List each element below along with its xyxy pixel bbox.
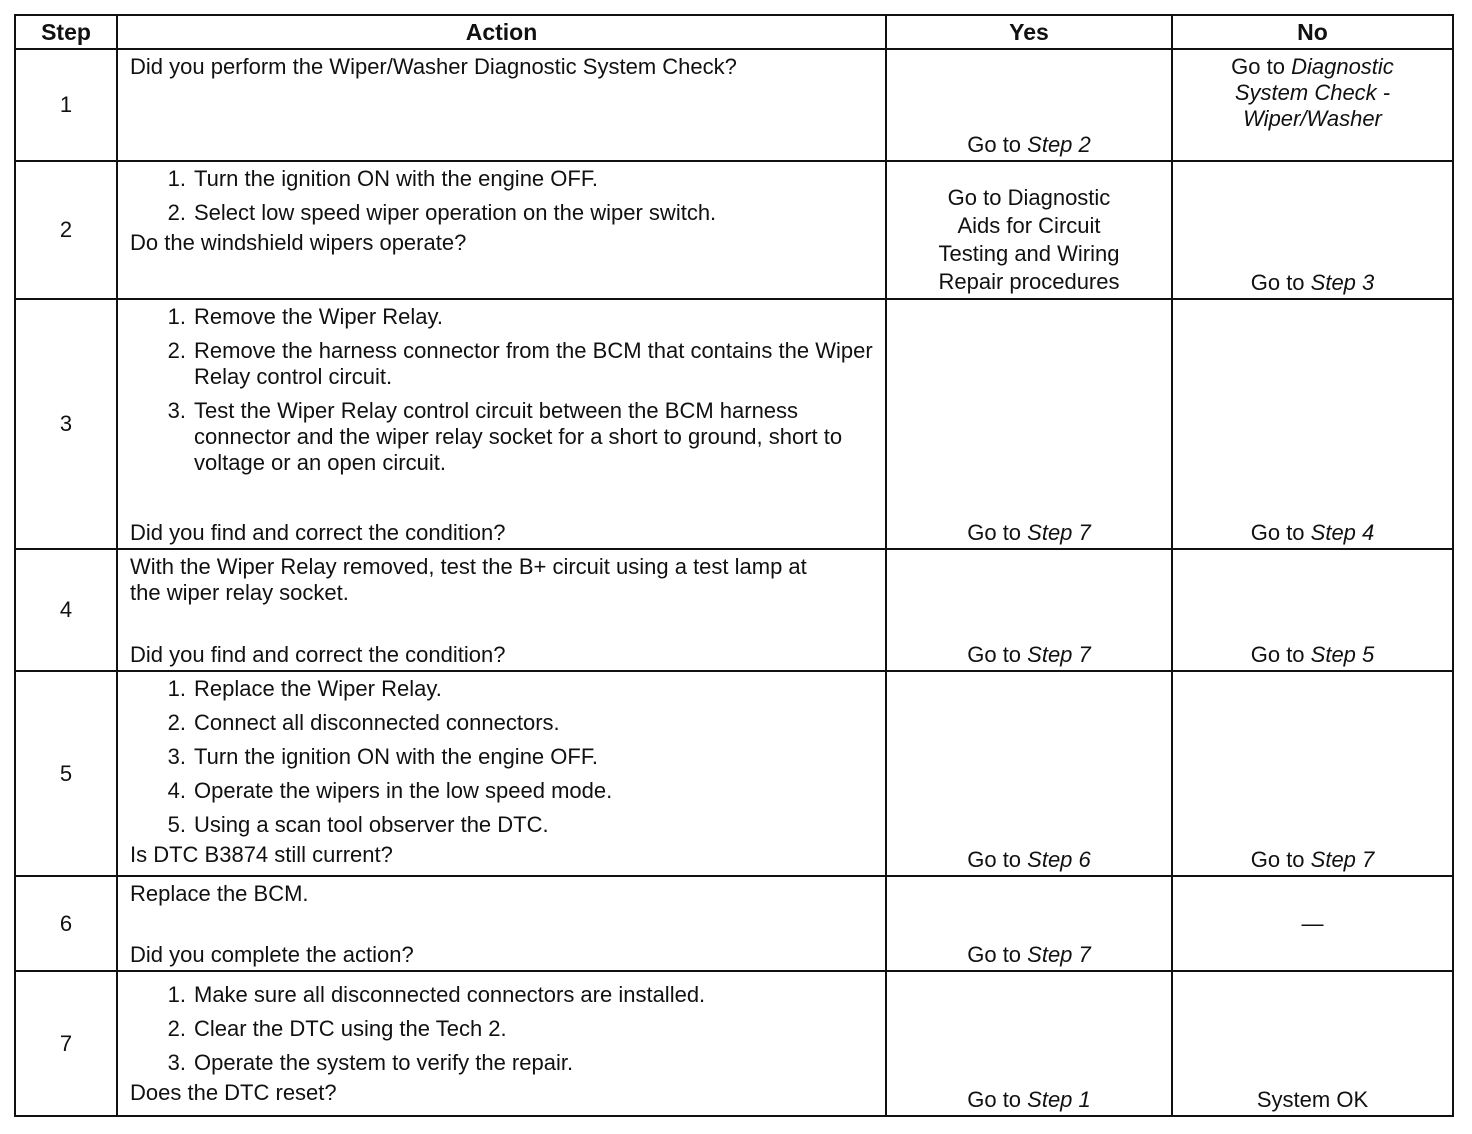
yes-cell (886, 971, 1172, 1116)
table-row (15, 876, 1453, 971)
yes-link[interactable]: Step 2 (1027, 132, 1091, 157)
no-cell (1172, 549, 1453, 671)
action-cell (117, 549, 886, 671)
action-item: 2. Select low speed wiper operation on the wiper switch. (167, 200, 717, 225)
action-cell (117, 671, 886, 876)
action-question: Did you complete the action? (130, 942, 414, 967)
no-link-line-3[interactable]: Wiper/Washer (1243, 106, 1382, 131)
yes-line-3[interactable]: Testing and Wiring (938, 241, 1120, 266)
yes-line-4[interactable]: Repair procedures (938, 269, 1120, 294)
yes-prefix: Go to (967, 1087, 1028, 1112)
table-row (15, 549, 1453, 671)
action-cell (117, 49, 886, 161)
yes-link[interactable]: Step 1 (1027, 1087, 1091, 1112)
action-item: 4. Operate the wipers in the low speed mode. (167, 778, 613, 803)
yes-cell (886, 671, 1172, 876)
no-cell (1172, 971, 1453, 1116)
header-yes: Yes (886, 15, 1172, 49)
yes-line-1[interactable]: Go to Diagnostic (947, 185, 1111, 210)
action-question: Did you find and correct the condition? (130, 520, 506, 545)
table-row (15, 161, 1453, 299)
action-item: 3. Turn the ignition ON with the engine OFF. (167, 744, 598, 769)
yes-prefix: Go to (967, 847, 1028, 872)
header-action: Action (117, 15, 886, 49)
no-text: — (1301, 910, 1324, 936)
action-question: Is DTC B3874 still current? (130, 842, 393, 867)
no-link[interactable]: Step 3 (1310, 270, 1375, 295)
action-item: 2. Clear the DTC using the Tech 2. (167, 1016, 507, 1041)
action-item: 2. Connect all disconnected connectors. (167, 710, 560, 735)
header-row (15, 15, 1453, 49)
step-number: 6 (15, 876, 117, 971)
table-row (15, 971, 1453, 1116)
no-cell (1172, 671, 1453, 876)
action-intro: With the Wiper Relay removed, test the B+ circuit using a test lamp at the wiper relay socket. (130, 554, 807, 605)
yes-cell (886, 161, 1172, 299)
action-intro: Did you perform the Wiper/Washer Diagnostic System Check? (130, 54, 737, 79)
step-number: 3 (15, 299, 117, 549)
yes-link[interactable]: Step 7 (1027, 642, 1091, 667)
action-item: 3. Operate the system to verify the repair. (167, 1050, 574, 1075)
action-item: 1. Make sure all disconnected connectors are installed. (167, 982, 706, 1007)
no-link[interactable]: Step 4 (1310, 520, 1375, 545)
yes-prefix: Go to (967, 520, 1028, 545)
yes-prefix: Go to (967, 642, 1028, 667)
table-row (15, 49, 1453, 161)
yes-prefix: Go to (967, 132, 1028, 157)
table-row (15, 671, 1453, 876)
no-prefix: Go to (1250, 520, 1311, 545)
step-number: 1 (15, 49, 117, 161)
action-item: 1. Replace the Wiper Relay. (167, 676, 442, 701)
no-link-line-2[interactable]: System Check - (1234, 80, 1391, 105)
no-cell (1172, 161, 1453, 299)
header-no: No (1172, 15, 1453, 49)
header-step: Step (15, 15, 117, 49)
action-cell (117, 971, 886, 1116)
no-cell (1172, 299, 1453, 549)
diagnostic-table (14, 14, 1454, 1117)
action-item: 2. Remove the harness connector from the BCM that contains the Wiper Relay control circuit. (167, 338, 873, 389)
yes-link[interactable]: Step 7 (1027, 942, 1091, 967)
yes-prefix: Go to (967, 942, 1028, 967)
no-cell (1172, 49, 1453, 161)
no-link-line-1[interactable]: Diagnostic (1291, 54, 1394, 79)
no-prefix: Go to (1250, 642, 1311, 667)
action-item: 1. Remove the Wiper Relay. (167, 304, 444, 329)
no-text: System OK (1256, 1087, 1369, 1112)
yes-line-2[interactable]: Aids for Circuit (957, 213, 1101, 238)
action-intro: Replace the BCM. (130, 881, 309, 906)
step-number: 5 (15, 671, 117, 876)
action-cell (117, 876, 886, 971)
action-item: 5. Using a scan tool observer the DTC. (167, 812, 549, 837)
action-item: 1. Turn the ignition ON with the engine OFF. (167, 166, 598, 191)
no-prefix: Go to (1250, 270, 1311, 295)
action-cell (117, 299, 886, 549)
table-row (15, 299, 1453, 549)
no-cell (1172, 876, 1453, 971)
action-item: 3. Test the Wiper Relay control circuit between the BCM harness connector and the wiper relay socket for a short to ground, short to voltage or an open circuit. (167, 398, 843, 475)
step-number: 2 (15, 161, 117, 299)
yes-link[interactable]: Step 6 (1027, 847, 1091, 872)
no-link[interactable]: Step 5 (1310, 642, 1375, 667)
yes-cell (886, 876, 1172, 971)
step-number: 4 (15, 549, 117, 671)
step-number: 7 (15, 971, 117, 1116)
yes-cell (886, 49, 1172, 161)
action-question: Do the windshield wipers operate? (130, 230, 467, 255)
action-question: Does the DTC reset? (130, 1080, 337, 1105)
yes-link[interactable]: Step 7 (1027, 520, 1091, 545)
yes-cell (886, 299, 1172, 549)
no-prefix: Go to (1250, 847, 1311, 872)
action-cell (117, 161, 886, 299)
action-question: Did you find and correct the condition? (130, 642, 506, 667)
no-prefix: Go to (1231, 54, 1292, 79)
yes-cell (886, 549, 1172, 671)
no-link[interactable]: Step 7 (1310, 847, 1375, 872)
